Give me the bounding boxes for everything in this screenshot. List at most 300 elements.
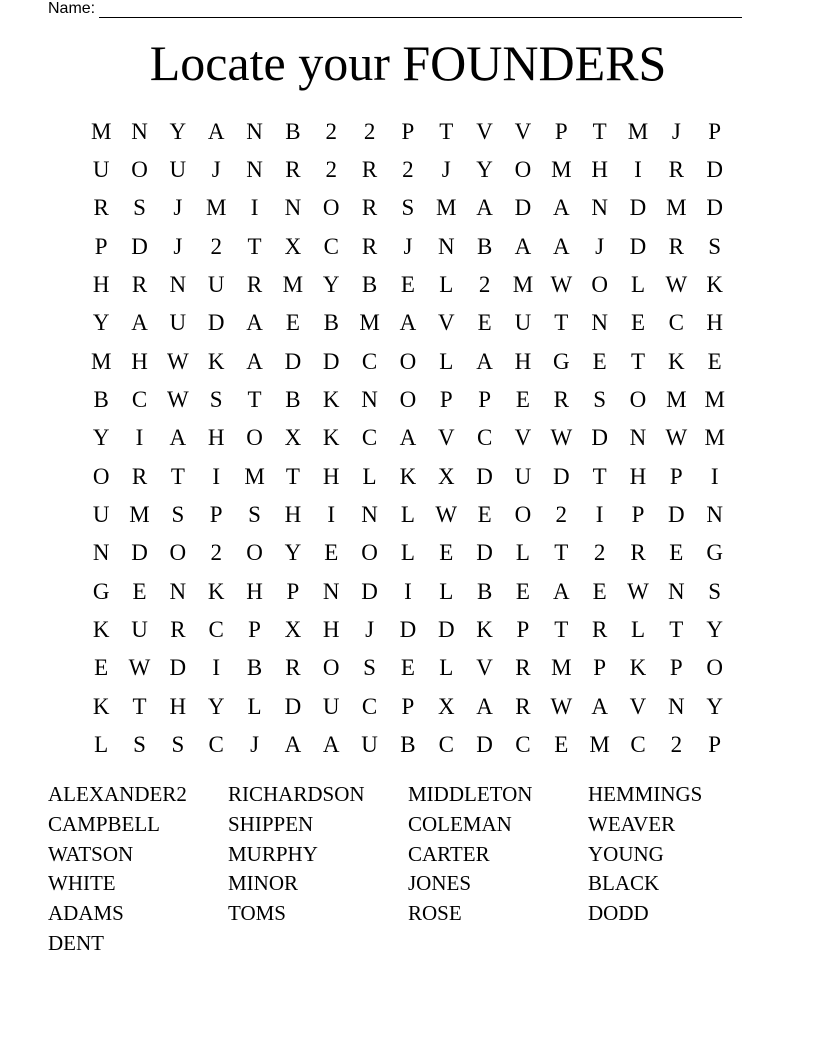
grid-letter[interactable]: C bbox=[361, 348, 378, 374]
grid-letter[interactable]: R bbox=[515, 693, 531, 719]
grid-letter[interactable]: E bbox=[477, 310, 492, 336]
grid-letter[interactable]: B bbox=[361, 272, 378, 298]
grid-letter[interactable]: M bbox=[666, 387, 687, 413]
grid-letter[interactable]: K bbox=[668, 348, 685, 374]
grid-letter[interactable]: Y bbox=[284, 540, 302, 566]
grid-letter[interactable]: P bbox=[631, 502, 645, 528]
grid-letter[interactable]: L bbox=[400, 502, 415, 528]
grid-letter[interactable]: H bbox=[92, 272, 110, 298]
grid-letter[interactable]: J bbox=[173, 233, 183, 259]
grid-letter[interactable]: A bbox=[552, 578, 570, 604]
grid-letter[interactable]: U bbox=[169, 310, 187, 336]
grid-letter[interactable]: I bbox=[595, 502, 604, 528]
grid-letter[interactable]: 2 bbox=[555, 502, 568, 528]
grid-letter[interactable]: L bbox=[439, 272, 454, 298]
grid-letter[interactable]: N bbox=[437, 233, 455, 259]
grid-letter[interactable]: O bbox=[322, 195, 340, 221]
grid-letter[interactable]: D bbox=[437, 617, 455, 643]
grid-letter[interactable]: E bbox=[400, 272, 415, 298]
grid-letter[interactable]: U bbox=[92, 157, 110, 183]
grid-letter[interactable]: P bbox=[478, 387, 491, 413]
grid-letter[interactable]: X bbox=[284, 233, 302, 259]
grid-letter[interactable]: A bbox=[476, 348, 493, 374]
grid-letter[interactable]: 2 bbox=[363, 118, 376, 144]
grid-letter[interactable]: D bbox=[476, 540, 493, 566]
grid-letter[interactable]: O bbox=[399, 387, 417, 413]
grid-letter[interactable]: K bbox=[92, 617, 110, 643]
grid-letter[interactable]: L bbox=[439, 655, 454, 681]
word-list-item: MIDDLETON bbox=[408, 782, 533, 806]
grid-letter[interactable]: B bbox=[285, 387, 301, 413]
grid-letter[interactable]: C bbox=[630, 732, 646, 758]
grid-letter[interactable]: E bbox=[324, 540, 339, 566]
grid-letter[interactable]: C bbox=[668, 310, 684, 336]
grid-letter[interactable]: H bbox=[169, 693, 187, 719]
grid-letter[interactable]: N bbox=[706, 502, 723, 528]
grid-letter[interactable]: U bbox=[92, 502, 110, 528]
grid-letter[interactable]: A bbox=[207, 118, 225, 144]
grid-letter[interactable]: M bbox=[282, 272, 304, 298]
grid-letter[interactable]: X bbox=[437, 463, 455, 489]
grid-letter[interactable]: E bbox=[515, 387, 530, 413]
grid-letter[interactable]: M bbox=[244, 463, 265, 489]
grid-letter[interactable]: W bbox=[665, 272, 688, 298]
grid-letter[interactable]: R bbox=[131, 272, 148, 298]
grid-letter[interactable]: A bbox=[476, 693, 493, 719]
grid-letter[interactable]: D bbox=[591, 425, 608, 451]
grid-letter[interactable]: W bbox=[627, 578, 649, 604]
grid-letter[interactable]: K bbox=[322, 425, 340, 451]
grid-letter[interactable]: N bbox=[92, 540, 110, 566]
grid-letter[interactable]: M bbox=[129, 502, 150, 528]
grid-letter[interactable]: X bbox=[284, 425, 302, 451]
grid-letter[interactable]: R bbox=[361, 157, 378, 183]
grid-letter[interactable]: S bbox=[708, 233, 722, 259]
grid-letter[interactable]: R bbox=[515, 655, 531, 681]
grid-letter[interactable]: C bbox=[208, 732, 224, 758]
grid-letter[interactable]: C bbox=[208, 617, 224, 643]
grid-letter[interactable]: O bbox=[514, 502, 532, 528]
grid-letter[interactable]: D bbox=[131, 233, 148, 259]
grid-letter[interactable]: P bbox=[401, 693, 415, 719]
grid-letter[interactable]: T bbox=[170, 463, 185, 489]
grid-letter[interactable]: U bbox=[169, 157, 187, 183]
grid-letter[interactable]: D bbox=[629, 195, 647, 221]
grid-letter[interactable]: R bbox=[131, 463, 148, 489]
grid-letter[interactable]: C bbox=[476, 425, 493, 451]
grid-letter[interactable]: G bbox=[552, 348, 570, 374]
grid-letter[interactable]: 2 bbox=[325, 157, 337, 183]
grid-letter[interactable]: D bbox=[476, 463, 493, 489]
grid-letter[interactable]: B bbox=[285, 118, 301, 144]
grid-letter[interactable]: D bbox=[399, 617, 417, 643]
grid-letter[interactable]: C bbox=[131, 387, 148, 413]
grid-letter[interactable]: V bbox=[476, 655, 493, 681]
grid-letter[interactable]: E bbox=[400, 655, 415, 681]
grid-letter[interactable]: D bbox=[169, 655, 187, 681]
grid-letter[interactable]: B bbox=[246, 655, 263, 681]
grid-letter[interactable]: A bbox=[591, 693, 608, 719]
grid-letter[interactable]: B bbox=[476, 233, 493, 259]
grid-letter[interactable]: 2 bbox=[593, 540, 606, 566]
grid-letter[interactable]: N bbox=[322, 578, 340, 604]
grid-letter[interactable]: H bbox=[629, 463, 647, 489]
grid-letter[interactable]: T bbox=[247, 233, 262, 259]
grid-letter[interactable]: Y bbox=[92, 310, 110, 336]
grid-letter[interactable]: O bbox=[361, 540, 378, 566]
grid-letter[interactable]: K bbox=[706, 272, 723, 298]
grid-letter[interactable]: W bbox=[435, 502, 458, 528]
grid-letter[interactable]: S bbox=[133, 195, 146, 221]
grid-letter[interactable]: N bbox=[361, 387, 378, 413]
grid-letter[interactable]: M bbox=[704, 425, 725, 451]
grid-letter[interactable]: M bbox=[436, 195, 457, 221]
grid-letter[interactable]: D bbox=[284, 693, 302, 719]
grid-letter[interactable]: N bbox=[361, 502, 378, 528]
grid-letter[interactable]: H bbox=[284, 502, 302, 528]
grid-letter[interactable]: E bbox=[285, 310, 300, 336]
grid-letter[interactable]: P bbox=[439, 387, 453, 413]
grid-letter[interactable]: K bbox=[207, 578, 225, 604]
grid-letter[interactable]: O bbox=[322, 655, 340, 681]
word-list-item: COLEMAN bbox=[408, 811, 512, 836]
grid-letter[interactable]: E bbox=[477, 502, 492, 528]
grid-letter[interactable]: N bbox=[169, 272, 187, 298]
grid-letter[interactable]: D bbox=[514, 195, 532, 221]
grid-letter[interactable]: H bbox=[207, 425, 225, 451]
grid-letter[interactable]: B bbox=[323, 310, 339, 336]
grid-letter[interactable]: V bbox=[514, 425, 532, 451]
grid-letter[interactable]: 2 bbox=[210, 233, 222, 259]
grid-letter[interactable]: A bbox=[399, 310, 417, 336]
grid-letter[interactable]: N bbox=[246, 118, 263, 144]
grid-letter[interactable]: R bbox=[285, 157, 301, 183]
grid-letter[interactable]: W bbox=[550, 272, 573, 298]
grid-letter[interactable]: C bbox=[323, 233, 339, 259]
grid-letter[interactable]: M bbox=[90, 118, 112, 144]
grid-letter[interactable]: L bbox=[439, 578, 454, 604]
grid-letter[interactable]: H bbox=[591, 157, 608, 183]
grid-letter[interactable]: D bbox=[207, 310, 225, 336]
grid-letter[interactable]: I bbox=[710, 463, 719, 489]
grid-letter[interactable]: T bbox=[669, 617, 684, 643]
grid-letter[interactable]: P bbox=[593, 655, 607, 681]
grid-letter[interactable]: O bbox=[591, 272, 608, 298]
grid-letter[interactable]: C bbox=[438, 732, 454, 758]
grid-letter[interactable]: V bbox=[437, 310, 455, 336]
grid-letter[interactable]: G bbox=[92, 578, 110, 604]
grid-letter[interactable]: M bbox=[666, 195, 687, 221]
grid-letter[interactable]: S bbox=[363, 655, 376, 681]
grid-letter[interactable]: M bbox=[704, 387, 725, 413]
grid-letter[interactable]: K bbox=[322, 387, 340, 413]
grid-letter[interactable]: I bbox=[634, 157, 642, 183]
grid-letter[interactable]: I bbox=[250, 195, 259, 221]
grid-letter[interactable]: Y bbox=[706, 617, 723, 643]
grid-letter[interactable]: H bbox=[322, 617, 340, 643]
grid-letter[interactable]: B bbox=[93, 387, 109, 413]
grid-letter[interactable]: V bbox=[476, 118, 493, 144]
grid-letter[interactable]: R bbox=[668, 157, 684, 183]
grid-letter[interactable]: S bbox=[133, 732, 146, 758]
grid-letter[interactable]: D bbox=[322, 348, 340, 374]
grid-letter[interactable]: U bbox=[131, 617, 148, 643]
grid-letter[interactable]: M bbox=[205, 195, 227, 221]
grid-letter[interactable]: M bbox=[589, 732, 610, 758]
grid-letter[interactable]: W bbox=[550, 693, 573, 719]
grid-letter[interactable]: A bbox=[322, 732, 340, 758]
grid-letter[interactable]: O bbox=[399, 348, 417, 374]
grid-letter[interactable]: A bbox=[169, 425, 187, 451]
grid-letter[interactable]: D bbox=[476, 732, 493, 758]
grid-letter[interactable]: I bbox=[212, 463, 221, 489]
grid-letter[interactable]: L bbox=[400, 540, 415, 566]
grid-letter[interactable]: T bbox=[247, 387, 262, 413]
grid-letter[interactable]: S bbox=[209, 387, 223, 413]
grid-letter[interactable]: N bbox=[591, 310, 608, 336]
word-list bbox=[48, 780, 768, 959]
grid-letter[interactable]: D bbox=[552, 463, 570, 489]
grid-letter[interactable]: M bbox=[627, 118, 649, 144]
grid-letter[interactable]: D bbox=[284, 348, 302, 374]
grid-letter[interactable]: M bbox=[551, 157, 572, 183]
grid-letter[interactable]: N bbox=[591, 195, 608, 221]
grid-letter[interactable]: R bbox=[591, 617, 608, 643]
page-title: Locate your FOUNDERS bbox=[149, 35, 667, 91]
grid-letter[interactable]: C bbox=[361, 425, 378, 451]
grid-letter[interactable]: K bbox=[629, 655, 647, 681]
grid-letter[interactable]: G bbox=[706, 540, 723, 566]
grid-letter[interactable]: P bbox=[669, 655, 683, 681]
grid-letter[interactable]: P bbox=[554, 118, 568, 144]
grid-letter[interactable]: 2 bbox=[478, 272, 491, 298]
grid-letter[interactable]: J bbox=[211, 157, 221, 183]
grid-letter[interactable]: 2 bbox=[402, 157, 414, 183]
grid-letter[interactable]: A bbox=[131, 310, 148, 336]
grid-letter[interactable]: A bbox=[246, 348, 263, 374]
grid-letter[interactable]: Y bbox=[476, 157, 493, 183]
grid-letter[interactable]: R bbox=[93, 195, 109, 221]
grid-letter[interactable]: L bbox=[630, 617, 646, 643]
grid-letter[interactable]: J bbox=[441, 157, 451, 183]
grid-letter[interactable]: L bbox=[94, 732, 109, 758]
grid-letter[interactable]: P bbox=[708, 732, 722, 758]
grid-letter[interactable]: T bbox=[592, 118, 607, 144]
grid-letter[interactable]: P bbox=[708, 118, 722, 144]
grid-letter[interactable]: P bbox=[94, 233, 108, 259]
grid-letter[interactable]: E bbox=[132, 578, 147, 604]
grid-letter[interactable]: W bbox=[128, 655, 151, 681]
grid-letter[interactable]: N bbox=[284, 195, 302, 221]
grid-letter[interactable]: E bbox=[669, 540, 684, 566]
word-list-item: ALEXANDER2 bbox=[48, 782, 187, 806]
grid-letter[interactable]: A bbox=[514, 233, 532, 259]
grid-letter[interactable]: W bbox=[665, 425, 688, 451]
grid-letter[interactable]: A bbox=[552, 195, 570, 221]
grid-letter[interactable]: M bbox=[90, 348, 112, 374]
grid-letter[interactable]: E bbox=[554, 732, 569, 758]
grid-letter[interactable]: I bbox=[327, 502, 336, 528]
grid-letter[interactable]: L bbox=[630, 272, 646, 298]
grid-letter[interactable]: R bbox=[246, 272, 263, 298]
grid-letter[interactable]: N bbox=[246, 157, 263, 183]
grid-letter[interactable]: S bbox=[708, 578, 722, 604]
grid-letter[interactable]: 2 bbox=[210, 540, 222, 566]
grid-letter[interactable]: M bbox=[359, 310, 380, 336]
grid-letter[interactable]: U bbox=[322, 693, 340, 719]
grid-letter[interactable]: T bbox=[554, 617, 569, 643]
grid-letter[interactable]: R bbox=[285, 655, 301, 681]
grid-letter[interactable]: S bbox=[401, 195, 415, 221]
grid-letter[interactable]: T bbox=[439, 118, 454, 144]
grid-letter[interactable]: E bbox=[707, 348, 722, 374]
grid-letter[interactable]: I bbox=[212, 655, 221, 681]
grid-letter[interactable]: P bbox=[209, 502, 223, 528]
grid-letter[interactable]: O bbox=[706, 655, 723, 681]
grid-letter[interactable]: T bbox=[285, 463, 300, 489]
grid-letter[interactable]: C bbox=[361, 693, 378, 719]
grid-letter[interactable]: U bbox=[361, 732, 378, 758]
grid-letter[interactable]: E bbox=[94, 655, 109, 681]
grid-letter[interactable]: E bbox=[630, 310, 646, 336]
grid-letter[interactable]: O bbox=[246, 540, 263, 566]
grid-letter[interactable]: T bbox=[554, 310, 569, 336]
grid-letter[interactable]: J bbox=[250, 732, 260, 758]
grid-letter[interactable]: N bbox=[668, 693, 685, 719]
grid-letter[interactable]: S bbox=[248, 502, 261, 528]
grid-letter[interactable]: I bbox=[404, 578, 412, 604]
grid-letter[interactable]: O bbox=[131, 157, 148, 183]
grid-letter[interactable]: H bbox=[246, 578, 263, 604]
grid-letter[interactable]: W bbox=[167, 348, 189, 374]
grid-letter[interactable]: A bbox=[552, 233, 570, 259]
grid-letter[interactable]: J bbox=[173, 195, 183, 221]
grid-letter[interactable]: P bbox=[286, 578, 300, 604]
grid-letter[interactable]: K bbox=[207, 348, 225, 374]
grid-letter[interactable]: E bbox=[439, 540, 454, 566]
grid-letter[interactable]: D bbox=[131, 540, 148, 566]
grid-letter[interactable]: B bbox=[476, 578, 493, 604]
grid-letter[interactable]: N bbox=[668, 578, 685, 604]
grid-letter[interactable]: D bbox=[706, 157, 723, 183]
word-list-item: WATSON bbox=[48, 841, 134, 866]
grid-letter[interactable]: X bbox=[437, 693, 455, 719]
grid-letter[interactable]: D bbox=[706, 195, 723, 221]
grid-letter[interactable]: H bbox=[322, 463, 340, 489]
grid-letter[interactable]: L bbox=[247, 693, 262, 719]
grid-letter[interactable]: W bbox=[550, 425, 573, 451]
grid-letter[interactable]: H bbox=[514, 348, 532, 374]
grid-letter[interactable]: H bbox=[131, 348, 148, 374]
grid-letter[interactable]: N bbox=[169, 578, 187, 604]
grid-letter[interactable]: R bbox=[668, 233, 684, 259]
grid-letter[interactable]: S bbox=[593, 387, 607, 413]
grid-letter[interactable]: V bbox=[514, 118, 532, 144]
grid-letter[interactable]: A bbox=[246, 310, 263, 336]
grid-letter[interactable]: R bbox=[170, 617, 186, 643]
grid-letter[interactable]: A bbox=[476, 195, 493, 221]
grid-letter[interactable]: N bbox=[131, 118, 148, 144]
name-blank-line[interactable] bbox=[99, 3, 742, 18]
word-list-item: ROSE bbox=[408, 901, 462, 926]
grid-letter[interactable]: K bbox=[399, 463, 417, 489]
grid-letter[interactable]: P bbox=[248, 617, 261, 643]
grid-letter[interactable]: R bbox=[630, 540, 646, 566]
grid-letter[interactable]: J bbox=[365, 617, 375, 643]
grid-letter[interactable]: S bbox=[171, 502, 185, 528]
grid-letter[interactable]: S bbox=[171, 732, 185, 758]
grid-letter[interactable]: J bbox=[671, 118, 681, 144]
grid-letter[interactable]: J bbox=[595, 233, 605, 259]
grid-letter[interactable]: I bbox=[135, 425, 144, 451]
grid-letter[interactable]: O bbox=[514, 157, 532, 183]
grid-letter[interactable]: V bbox=[437, 425, 455, 451]
grid-letter[interactable]: T bbox=[132, 693, 147, 719]
grid-letter[interactable]: H bbox=[706, 310, 723, 336]
grid-letter[interactable]: K bbox=[92, 693, 110, 719]
grid-letter[interactable]: P bbox=[669, 463, 683, 489]
grid-letter[interactable]: U bbox=[514, 310, 532, 336]
grid-letter[interactable]: R bbox=[361, 195, 378, 221]
grid-letter[interactable]: P bbox=[516, 617, 530, 643]
grid-letter[interactable]: T bbox=[630, 348, 646, 374]
grid-letter[interactable]: O bbox=[92, 463, 110, 489]
grid-letter[interactable]: R bbox=[361, 233, 378, 259]
grid-letter[interactable]: D bbox=[668, 502, 685, 528]
grid-letter[interactable]: T bbox=[592, 463, 607, 489]
grid-letter[interactable]: N bbox=[629, 425, 647, 451]
grid-letter[interactable]: Y bbox=[92, 425, 110, 451]
grid-letter[interactable]: O bbox=[169, 540, 187, 566]
grid-letter[interactable]: E bbox=[515, 578, 530, 604]
grid-letter[interactable]: K bbox=[476, 617, 493, 643]
grid-letter[interactable]: 2 bbox=[325, 118, 337, 144]
grid-letter[interactable]: A bbox=[284, 732, 302, 758]
grid-letter[interactable]: R bbox=[553, 387, 569, 413]
grid-letter[interactable]: Y bbox=[706, 693, 723, 719]
grid-letter[interactable]: T bbox=[554, 540, 569, 566]
grid-letter[interactable]: B bbox=[400, 732, 416, 758]
grid-letter[interactable]: O bbox=[246, 425, 263, 451]
grid-letter[interactable]: X bbox=[284, 617, 302, 643]
grid-letter[interactable]: E bbox=[592, 348, 607, 374]
grid-letter[interactable]: O bbox=[629, 387, 647, 413]
word-list-item: MURPHY bbox=[228, 841, 318, 866]
grid-letter[interactable]: J bbox=[403, 233, 413, 259]
grid-letter[interactable]: Y bbox=[322, 272, 340, 298]
grid-letter[interactable]: L bbox=[439, 348, 454, 374]
grid-letter[interactable]: E bbox=[592, 578, 607, 604]
grid-letter[interactable]: M bbox=[551, 655, 572, 681]
grid-letter[interactable]: P bbox=[401, 118, 415, 144]
grid-letter[interactable]: L bbox=[515, 540, 530, 566]
grid-letter[interactable]: V bbox=[629, 693, 647, 719]
word-list-item: CAMPBELL bbox=[48, 811, 161, 836]
grid-letter[interactable]: C bbox=[515, 732, 531, 758]
grid-letter[interactable]: D bbox=[361, 578, 378, 604]
grid-letter[interactable]: D bbox=[629, 233, 647, 259]
grid-letter[interactable]: L bbox=[362, 463, 377, 489]
grid-letter[interactable]: A bbox=[399, 425, 417, 451]
grid-letter[interactable]: U bbox=[207, 272, 225, 298]
grid-letter[interactable]: 2 bbox=[670, 732, 683, 758]
grid-letter[interactable]: W bbox=[167, 387, 189, 413]
grid-letter[interactable]: M bbox=[512, 272, 534, 298]
grid-letter[interactable]: U bbox=[514, 463, 532, 489]
grid-letter[interactable]: Y bbox=[207, 693, 225, 719]
word-search-grid bbox=[82, 112, 734, 764]
grid-letter[interactable]: Y bbox=[169, 118, 187, 144]
